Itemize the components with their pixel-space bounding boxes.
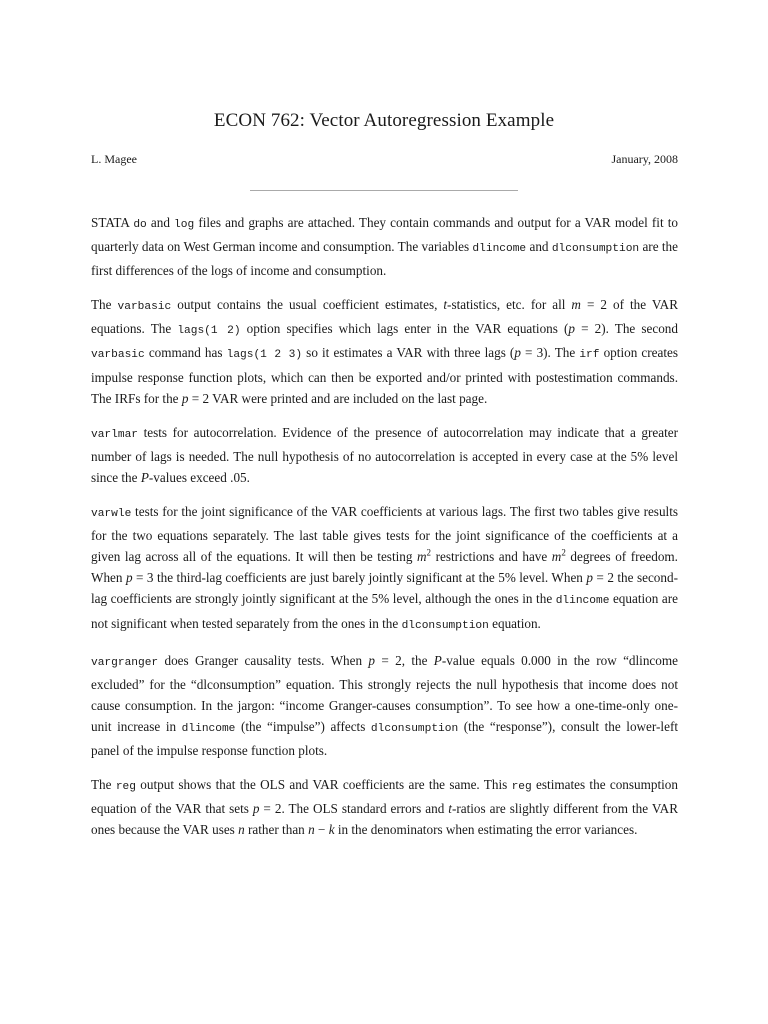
text: restrictions and have	[431, 549, 552, 565]
superscript: 2	[561, 547, 566, 558]
code-term: dlconsumption	[401, 619, 489, 632]
code-term: irf	[579, 349, 600, 362]
text: files and graphs are attached. They contain commands and output for a VAR model fit to quarterly data on West German income and consumption. The variables	[91, 215, 679, 255]
math-symbol: n	[308, 822, 315, 838]
math-symbol: t	[448, 801, 452, 817]
text: rather than	[244, 822, 309, 838]
code-term: varlmar	[91, 428, 138, 441]
text: = 3). The	[520, 345, 580, 361]
text: and	[146, 215, 175, 230]
text: are the first differences of the logs of income and consumption.	[91, 239, 678, 279]
text: -statistics, etc. for all	[447, 297, 572, 313]
text: = 2 VAR were printed and are included on the last page.	[188, 390, 488, 406]
text: The	[91, 297, 118, 313]
author-name: L. Magee	[91, 152, 137, 166]
text: (the “response”), consult the lower-left panel of the impulse response function plots.	[91, 718, 679, 758]
title-divider	[250, 190, 518, 191]
math-symbol: p	[586, 570, 593, 586]
text: -value equals 0.000 in the row “dlincome excluded” for the “dlconsumption” equation. This strongly rejects the null hypothesis that income does not cause consumption. In the jargon: “income Granger-causes consumption”. To see how a one-time-only one-unit increase in	[91, 652, 678, 734]
text: -ratios are slightly different from the VAR ones because the VAR uses	[91, 801, 678, 838]
text: does Granger causality tests. When	[158, 652, 369, 668]
code-term: dlincome	[472, 243, 527, 256]
text: command has	[144, 345, 227, 361]
math-symbol: p	[125, 570, 133, 586]
code-term: dlconsumption	[551, 243, 640, 256]
math-symbol: t	[443, 297, 448, 313]
document-body	[91, 212, 678, 853]
code-term: dlincome	[555, 595, 610, 608]
text: degrees of freedom. When	[91, 549, 678, 586]
text: equation.	[488, 615, 541, 631]
text: −	[314, 822, 329, 838]
paragraph-varwle	[91, 501, 678, 637]
math-symbol: k	[328, 822, 335, 838]
code-term: varbasic	[117, 301, 172, 314]
paragraph-varbasic	[91, 294, 678, 408]
math-symbol: p	[568, 321, 575, 337]
document-date: January, 2008	[611, 152, 678, 166]
text: -values exceed .05.	[148, 469, 250, 485]
text: estimates the consumption equation of the VAR that sets	[91, 777, 678, 817]
code-term: vargranger	[91, 656, 159, 669]
text: in the denominators when estimating the error variances.	[334, 822, 638, 838]
math-symbol: p	[368, 652, 375, 668]
document-title: ECON 762: Vector Autoregression Example	[213, 110, 555, 131]
text: tests for autocorrelation. Evidence of the presence of autocorrelation may indicate that a greater number of lags is needed. The null hypothesis of no autocorrelation is accepted in every case at the 5% level since the	[91, 424, 678, 485]
code-term: lags(1 2)	[177, 325, 241, 338]
text: (the “impulse”) affects	[235, 718, 371, 734]
text: = 2. The OLS standard errors and	[259, 801, 449, 817]
paragraph-reg	[91, 774, 678, 840]
code-term: varbasic	[91, 349, 145, 362]
text: = 3 the third-lag coefficients are just barely jointly significant at the 5% level. When	[132, 570, 587, 586]
text: output contains the usual coefficient estimates,	[171, 297, 444, 313]
text: option creates impulse response function plots, which can then be exported and/or printed with postestimation commands. The IRFs for the	[91, 345, 678, 406]
text: = 2). The second	[575, 321, 678, 337]
code-term: log	[174, 219, 195, 231]
paragraph-vargranger	[91, 650, 678, 761]
text: = 2 the second-lag coefficients are strongly jointly significant at the 5% level, although the ones in the	[91, 570, 678, 607]
text: so it estimates a VAR with three lags (	[302, 345, 515, 361]
math-symbol: m	[571, 297, 581, 313]
text: option specifies which lags enter in the VAR equations (	[240, 321, 569, 337]
math-symbol: P	[140, 469, 149, 485]
text: equation are not significant when tested separately from the ones in the	[91, 591, 678, 631]
text: STATA	[91, 215, 134, 230]
text: = 2, the	[375, 652, 434, 668]
math-symbol: p	[181, 390, 189, 406]
math-symbol: p	[252, 801, 260, 817]
text: tests for the joint significance of the VAR coefficients at various lags. The first two tables give results for the two equations separately. The last table gives tests for the joint significance of the coefficients at a given lag across all of the equations. It will then be testing	[91, 504, 678, 565]
code-term: varwle	[91, 508, 132, 521]
text: output shows that the OLS and VAR coefficients are the same. This	[135, 777, 512, 793]
code-term: do	[133, 219, 147, 231]
code-term: lags(1 2 3)	[226, 349, 303, 362]
text: and	[526, 239, 552, 255]
math-symbol: p	[514, 345, 521, 361]
paragraph-intro	[91, 212, 678, 281]
math-symbol: n	[238, 822, 245, 838]
math-symbol: m	[417, 549, 427, 565]
code-term: reg	[115, 781, 136, 794]
paragraph-varlmar	[91, 422, 678, 488]
code-term: dlincome	[181, 722, 236, 735]
math-symbol: m	[551, 549, 562, 565]
superscript: 2	[426, 547, 432, 558]
math-symbol: P	[433, 652, 442, 668]
code-term: dlconsumption	[370, 722, 459, 735]
text: = 2 of the VAR equations. The	[91, 297, 678, 337]
code-term: reg	[511, 781, 532, 794]
text: The	[91, 777, 116, 793]
